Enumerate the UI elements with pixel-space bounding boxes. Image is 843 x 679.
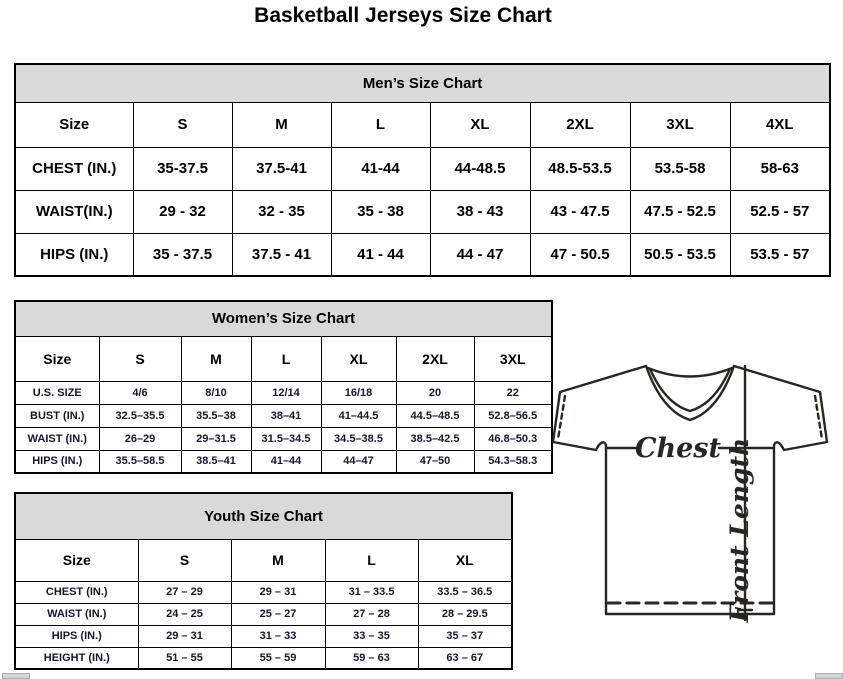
data-cell: 34.5–38.5 — [321, 427, 396, 450]
table-row — [15, 625, 512, 647]
data-cell: 44-48.5 — [430, 147, 530, 190]
mens-col-header: M — [232, 102, 331, 147]
data-cell: 48.5-53.5 — [530, 147, 630, 190]
data-cell: 22 — [474, 381, 552, 404]
mens-col-header: L — [331, 102, 430, 147]
womens-col-header: L — [251, 336, 321, 381]
data-cell: 53.5 - 57 — [730, 233, 830, 276]
youth-col-header: L — [325, 539, 418, 581]
womens-size-chart-table — [14, 300, 553, 474]
row-label-cell: CHEST (IN.) — [15, 147, 133, 190]
data-cell: 46.8–50.3 — [474, 427, 552, 450]
row-label-cell: U.S. SIZE — [15, 381, 99, 404]
data-cell: 55 – 59 — [231, 647, 325, 669]
data-cell: 35 - 37.5 — [133, 233, 232, 276]
data-cell: 27 – 29 — [138, 581, 231, 603]
data-cell: 29–31.5 — [181, 427, 251, 450]
mens-col-header: 3XL — [630, 102, 730, 147]
data-cell: 35.5–38 — [181, 404, 251, 427]
table-row — [15, 381, 552, 404]
data-cell: 35-37.5 — [133, 147, 232, 190]
data-cell: 41 - 44 — [331, 233, 430, 276]
data-cell: 38.5–42.5 — [396, 427, 474, 450]
data-cell: 27 – 28 — [325, 603, 418, 625]
data-cell: 29 – 31 — [138, 625, 231, 647]
row-label-cell: CHEST (IN.) — [15, 581, 138, 603]
row-label-cell: HIPS (IN.) — [15, 625, 138, 647]
mens-col-header: Size — [15, 102, 133, 147]
data-cell: 20 — [396, 381, 474, 404]
data-cell: 16/18 — [321, 381, 396, 404]
data-cell: 59 – 63 — [325, 647, 418, 669]
jersey-measurement-diagram — [552, 358, 840, 626]
data-cell: 41-44 — [331, 147, 430, 190]
data-cell: 35 – 37 — [418, 625, 512, 647]
womens-col-header: Size — [15, 336, 99, 381]
data-cell: 35.5–58.5 — [99, 450, 181, 473]
data-cell: 53.5-58 — [630, 147, 730, 190]
data-cell: 47.5 - 52.5 — [630, 190, 730, 233]
data-cell: 38.5–41 — [181, 450, 251, 473]
data-cell: 31.5–34.5 — [251, 427, 321, 450]
table-row — [15, 233, 830, 276]
youth-col-header: M — [231, 539, 325, 581]
data-cell: 12/14 — [251, 381, 321, 404]
youth-col-header: XL — [418, 539, 512, 581]
data-cell: 32 - 35 — [232, 190, 331, 233]
data-cell: 38–41 — [251, 404, 321, 427]
mens-chart-header: Men’s Size Chart — [15, 64, 830, 102]
womens-col-header: XL — [321, 336, 396, 381]
data-cell: 32.5–35.5 — [99, 404, 181, 427]
data-cell: 44.5–48.5 — [396, 404, 474, 427]
data-cell: 33 – 35 — [325, 625, 418, 647]
mens-col-header: S — [133, 102, 232, 147]
chest-label: Chest — [635, 433, 721, 464]
data-cell: 63 – 67 — [418, 647, 512, 669]
womens-chart-header: Women’s Size Chart — [15, 301, 552, 336]
data-cell: 29 – 31 — [231, 581, 325, 603]
data-cell: 24 – 25 — [138, 603, 231, 625]
row-label-cell: BUST (IN.) — [15, 404, 99, 427]
womens-col-header: 2XL — [396, 336, 474, 381]
data-cell: 44 - 47 — [430, 233, 530, 276]
data-cell: 50.5 - 53.5 — [630, 233, 730, 276]
data-cell: 47 - 50.5 — [530, 233, 630, 276]
data-cell: 4/6 — [99, 381, 181, 404]
table-row — [15, 190, 830, 233]
table-row — [15, 147, 830, 190]
mens-size-chart-table — [14, 63, 831, 277]
data-cell: 58-63 — [730, 147, 830, 190]
mens-col-header: 2XL — [530, 102, 630, 147]
front-length-label: Front Length — [725, 437, 754, 623]
h-scrollbar-left-button[interactable] — [2, 673, 30, 679]
data-cell: 54.3–58.3 — [474, 450, 552, 473]
table-row — [15, 450, 552, 473]
data-cell: 44–47 — [321, 450, 396, 473]
jersey-outline — [553, 366, 827, 614]
data-cell: 35 - 38 — [331, 190, 430, 233]
table-row — [15, 581, 512, 603]
row-label-cell: HEIGHT (IN.) — [15, 647, 138, 669]
page-title: Basketball Jerseys Size Chart — [254, 4, 552, 27]
jersey-collar-top-curve — [648, 368, 732, 377]
data-cell: 38 - 43 — [430, 190, 530, 233]
womens-col-header: 3XL — [474, 336, 552, 381]
data-cell: 29 - 32 — [133, 190, 232, 233]
data-cell: 37.5-41 — [232, 147, 331, 190]
data-cell: 52.8–56.5 — [474, 404, 552, 427]
row-label-cell: HIPS (IN.) — [15, 450, 99, 473]
womens-col-header: M — [181, 336, 251, 381]
mens-col-header: XL — [430, 102, 530, 147]
youth-size-chart-table — [14, 492, 513, 670]
youth-col-header: S — [138, 539, 231, 581]
data-cell: 43 - 47.5 — [530, 190, 630, 233]
data-cell: 26–29 — [99, 427, 181, 450]
table-row — [15, 427, 552, 450]
data-cell: 25 – 27 — [231, 603, 325, 625]
data-cell: 8/10 — [181, 381, 251, 404]
data-cell: 41–44.5 — [321, 404, 396, 427]
h-scrollbar-right-button[interactable] — [815, 673, 843, 679]
data-cell: 52.5 - 57 — [730, 190, 830, 233]
row-label-cell: WAIST (IN.) — [15, 427, 99, 450]
data-cell: 47–50 — [396, 450, 474, 473]
table-row — [15, 404, 552, 427]
data-cell: 31 – 33.5 — [325, 581, 418, 603]
row-label-cell: WAIST (IN.) — [15, 603, 138, 625]
youth-col-header: Size — [15, 539, 138, 581]
data-cell: 28 – 29.5 — [418, 603, 512, 625]
data-cell: 41–44 — [251, 450, 321, 473]
data-cell: 51 – 55 — [138, 647, 231, 669]
womens-col-header: S — [99, 336, 181, 381]
data-cell: 33.5 – 36.5 — [418, 581, 512, 603]
data-cell: 31 – 33 — [231, 625, 325, 647]
row-label-cell: HIPS (IN.) — [15, 233, 133, 276]
table-row — [15, 603, 512, 625]
table-row — [15, 647, 512, 669]
data-cell: 37.5 - 41 — [232, 233, 331, 276]
youth-chart-header: Youth Size Chart — [15, 493, 512, 539]
row-label-cell: WAIST(IN.) — [15, 190, 133, 233]
mens-col-header: 4XL — [730, 102, 830, 147]
